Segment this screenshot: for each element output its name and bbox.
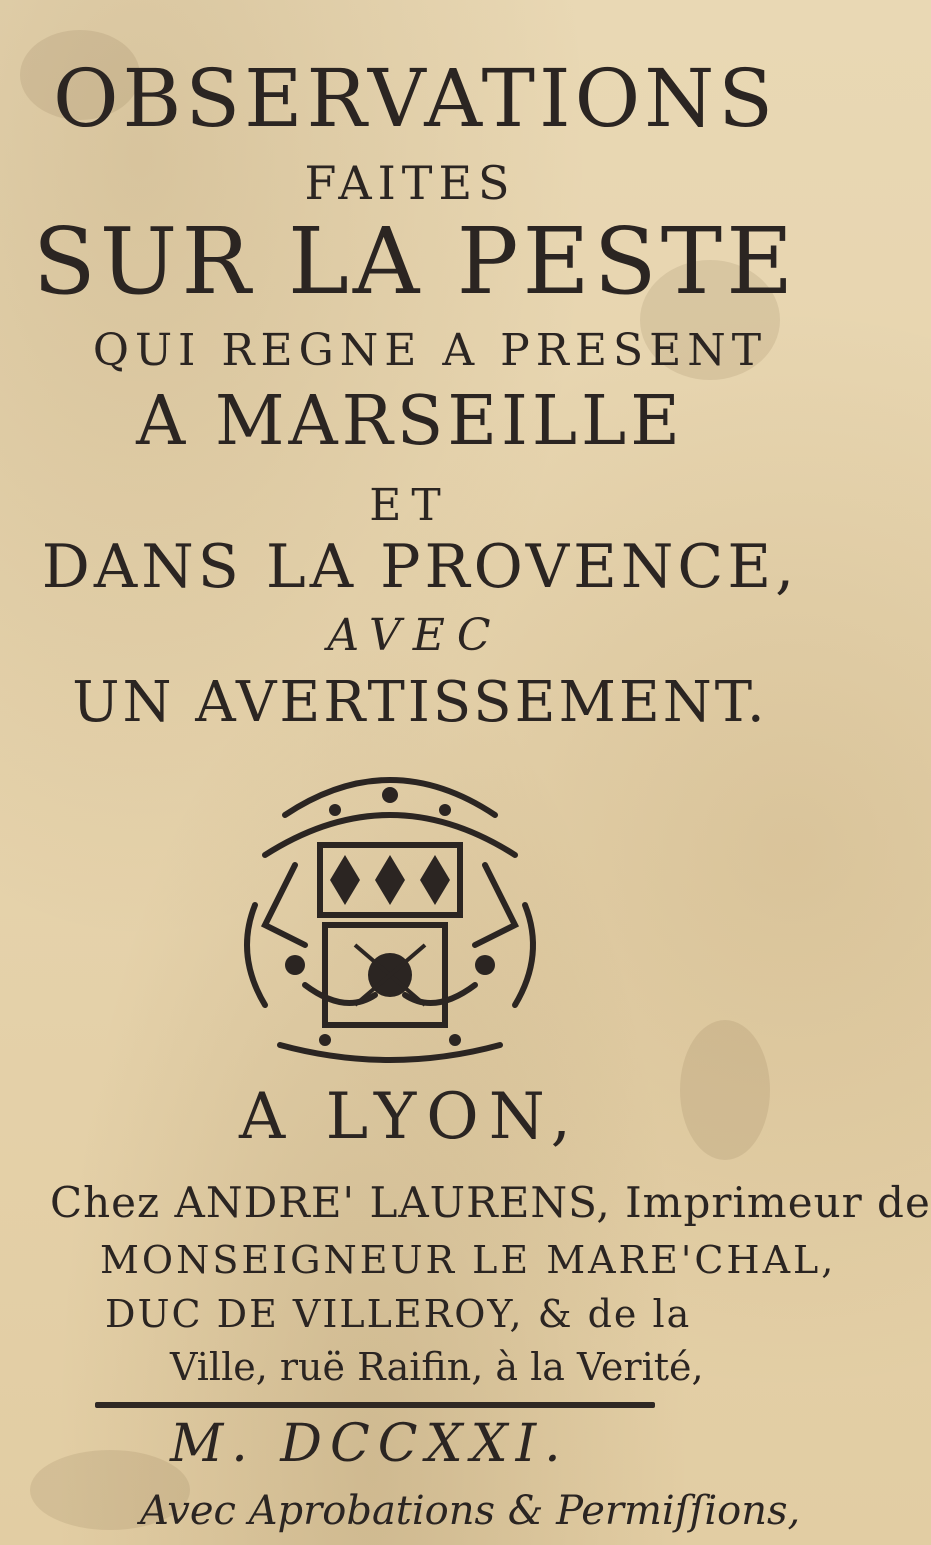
title-observations: OBSERVATIONS bbox=[52, 52, 778, 145]
printers-ornament-icon bbox=[225, 755, 555, 1065]
imprint-printer-line-2: MONSEIGNEUR LE MARE'CHAL, bbox=[100, 1238, 837, 1282]
title-faites: FAITES bbox=[304, 156, 516, 210]
title-sur-la-peste: SUR LA PESTE bbox=[32, 208, 798, 315]
imprint-place: A LYON, bbox=[239, 1080, 581, 1154]
imprint-printer-line-3: DUC DE VILLEROY, & de la bbox=[105, 1292, 692, 1336]
imprint-approbation: Avec Aprobations & Permiſſions, bbox=[140, 1488, 801, 1534]
divider-rule bbox=[95, 1402, 655, 1408]
title-avec: AVEC bbox=[327, 610, 503, 661]
title-qui-regne: QUI REGNE A PRESENT bbox=[92, 325, 768, 376]
imprint-printer-line-4: Ville, ruë Raifin, à la Verité, bbox=[170, 1345, 704, 1389]
imprint-printer-line-1: Chez ANDRE' LAURENS, Imprimeur de bbox=[50, 1178, 931, 1227]
title-marseille: A MARSEILLE bbox=[136, 382, 684, 461]
title-et: ET bbox=[369, 480, 451, 531]
imprint-date: M. DCCXXI. bbox=[170, 1414, 569, 1474]
title-provence: DANS LA PROVENCE, bbox=[41, 532, 799, 602]
title-avertissement: UN AVERTISSEMENT. bbox=[72, 670, 768, 735]
